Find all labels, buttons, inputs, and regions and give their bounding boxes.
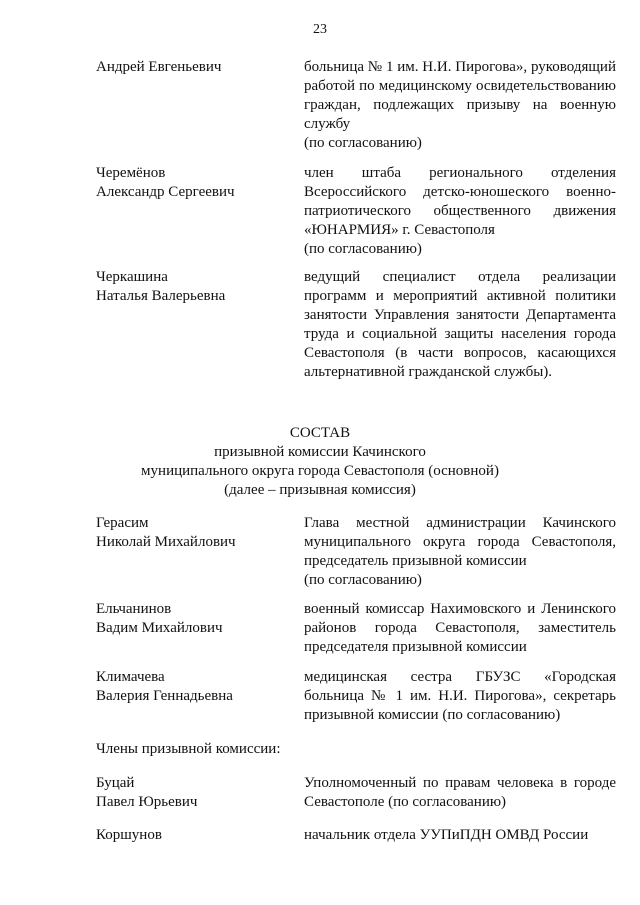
entry-name: Ельчанинов Вадим Михайлович [96,601,223,636]
entry-name: Коршунов [96,827,162,843]
entry-role: начальник отдела УУПиПДН ОМВД России [304,827,589,843]
entry-name: Буцай Павел Юрьевич [96,775,198,810]
entry-role: военный комиссар Нахимовского и Ленинского районов города Севастополя, заместитель председателя призывной комиссии [304,601,616,655]
entry-role: Глава местной администрации Качинского муниципального округа города Севастополя, председатель призывной комиссии (по согласованию) [304,515,616,588]
section-subtitle-line1: призывной комиссии Качинского [214,444,426,460]
entry-role: ведущий специалист отдела реализации программ и мероприятий активной политики занятости Управления занятости Департамента труда и социальной защиты населения города Севастополя (в части вопросов, касающихся альтернативной гражданской службы). [304,269,616,380]
entry-role: член штаба регионального отделения Всероссийского детско-юношеского военно-патриотического общественного движения «ЮНАРМИЯ» г. Севастополя (по согласованию) [304,165,616,257]
entry-name: Герасим Николай Михайлович [96,515,236,550]
page-number: 23 [313,22,327,37]
entry-role: медицинская сестра ГБУЗС «Городская больница № 1 им. Н.И. Пирогова», секретарь призывной комиссии (по согласованию) [304,669,616,723]
entry-name: Черемёнов Александр Сергеевич [96,165,235,200]
section-subtitle-line3: (далее – призывная комиссия) [224,482,416,498]
entry-role: больница № 1 им. Н.И. Пирогова», руководящий работой по медицинскому освидетельствованию граждан, подлежащих призыву на военную службу (по согласованию) [304,59,616,151]
section-subtitle-line2: муниципального округа города Севастополя (основной) [141,463,499,479]
entry-name: Черкашина Наталья Валерьевна [96,269,226,304]
entry-name: Климачева Валерия Геннадьевна [96,669,233,704]
entry-role: Уполномоченный по правам человека в городе Севастополе (по согласованию) [304,775,616,810]
section-title: СОСТАВ [289,425,351,441]
entry-name: Андрей Евгеньевич [96,59,222,75]
members-label: Члены призывной комиссии: [96,741,281,757]
section-heading [0,424,640,500]
